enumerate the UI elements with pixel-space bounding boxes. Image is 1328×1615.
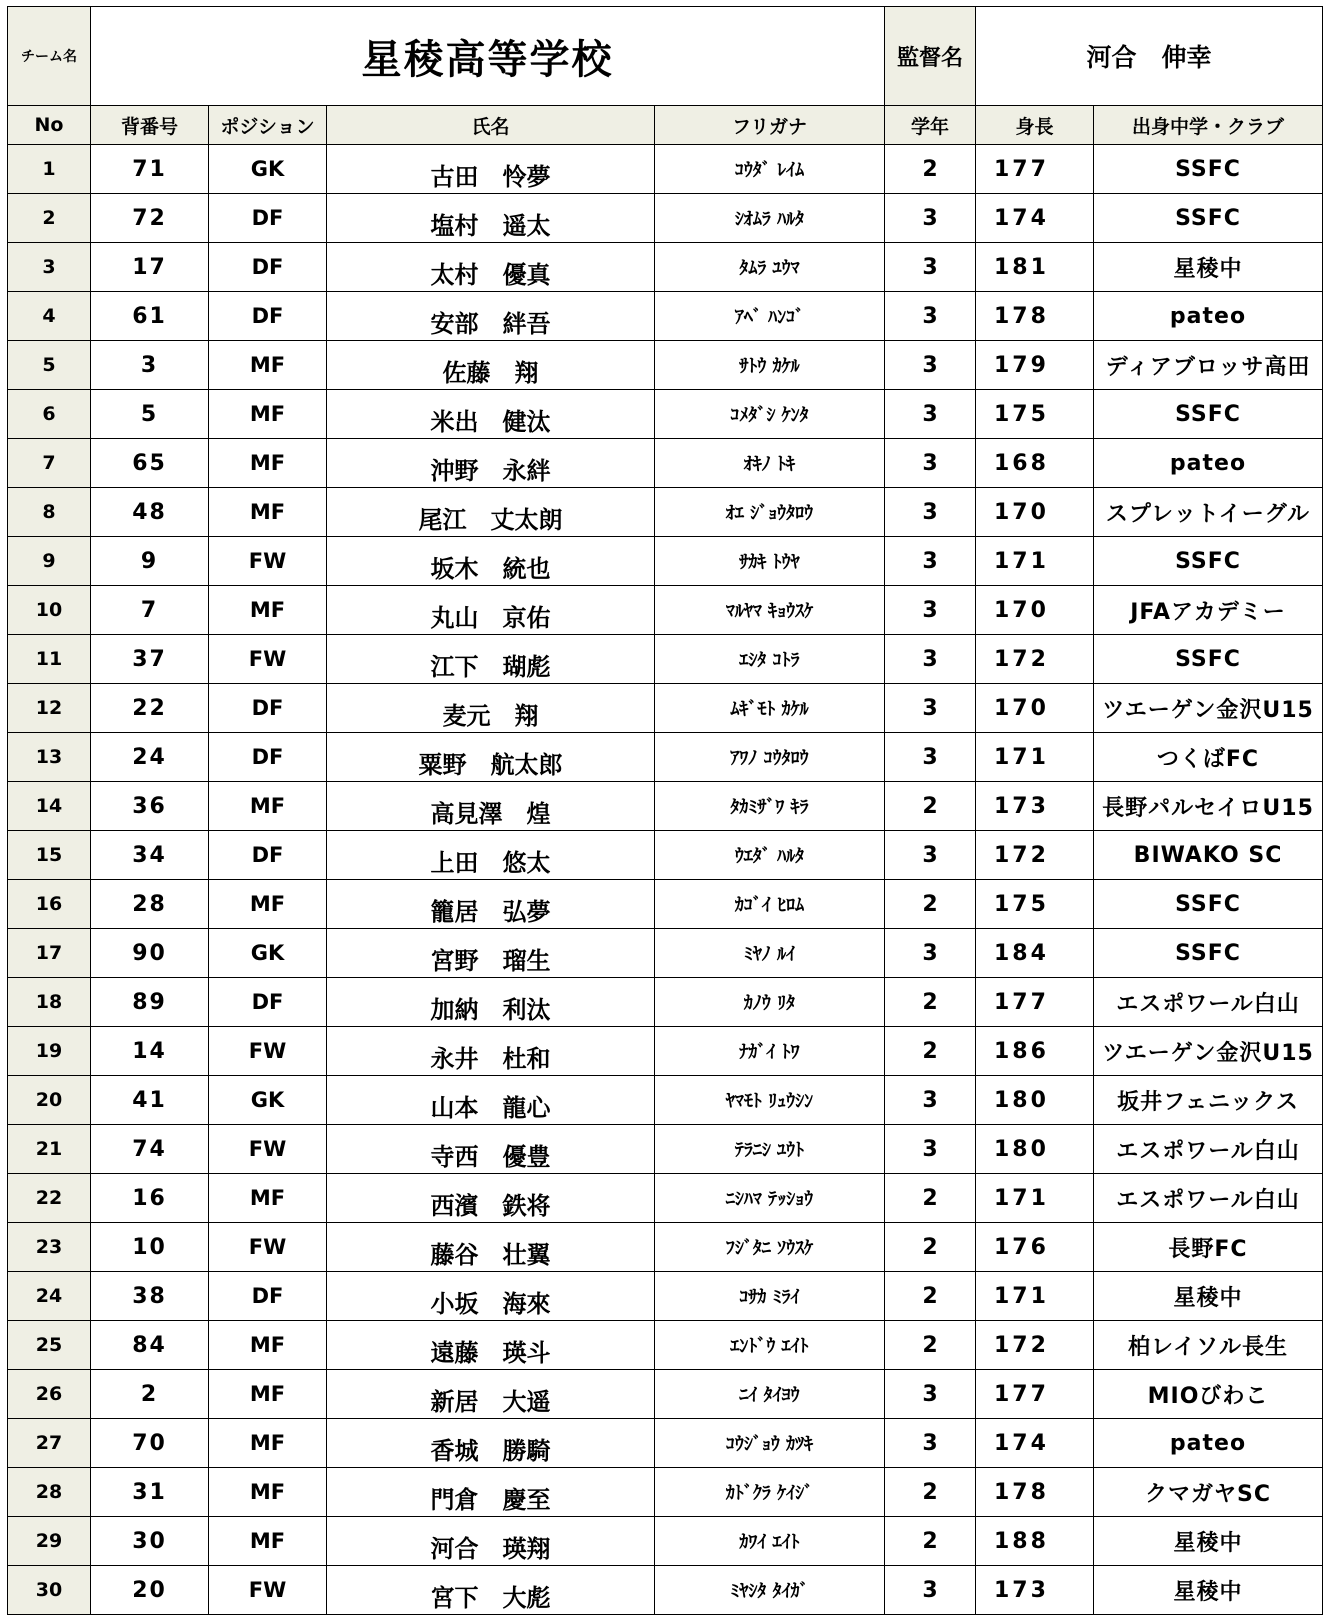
player-club: 長野パルセイロU15: [1094, 782, 1323, 831]
player-kana: ｼｵﾑﾗ ﾊﾙﾀ: [655, 194, 885, 243]
player-no: 16: [8, 880, 91, 929]
col-header-club: 出身中学・クラブ: [1094, 106, 1323, 145]
table-row: [8, 488, 1323, 537]
player-kana: ｵｷﾉ ﾄｷ: [655, 439, 885, 488]
player-club: MIOびわこ: [1094, 1370, 1323, 1419]
table-row: [8, 1419, 1323, 1468]
player-no: 21: [8, 1125, 91, 1174]
player-number: 16: [91, 1174, 209, 1223]
coach-label: 監督名: [885, 7, 976, 106]
player-club: 長野FC: [1094, 1223, 1323, 1272]
table-row: [8, 1566, 1323, 1615]
player-kana: ｳｴﾀﾞ ﾊﾙﾀ: [655, 831, 885, 880]
player-no: 27: [8, 1419, 91, 1468]
table-row: [8, 1272, 1323, 1321]
player-kana: ｶﾄﾞｸﾗ ｹｲｼﾞ: [655, 1468, 885, 1517]
player-grade: 2: [885, 1223, 976, 1272]
player-grade: 3: [885, 1370, 976, 1419]
player-position: DF: [209, 978, 327, 1027]
player-position: GK: [209, 1076, 327, 1125]
player-club: SSFC: [1094, 880, 1323, 929]
school-name: 星稜高等学校: [91, 7, 885, 106]
table-row: [8, 684, 1323, 733]
player-number: 34: [91, 831, 209, 880]
player-club: JFAアカデミー: [1094, 586, 1323, 635]
player-grade: 3: [885, 1419, 976, 1468]
player-position: MF: [209, 341, 327, 390]
player-no: 25: [8, 1321, 91, 1370]
table-row: [8, 635, 1323, 684]
player-number: 31: [91, 1468, 209, 1517]
player-name: 粟野 航太郎: [327, 733, 655, 782]
player-no: 3: [8, 243, 91, 292]
player-kana: ｺｳﾀﾞ ﾚｲﾑ: [655, 145, 885, 194]
player-height: 177: [976, 978, 1094, 1027]
player-no: 22: [8, 1174, 91, 1223]
player-kana: ﾌｼﾞﾀﾆ ｿｳｽｹ: [655, 1223, 885, 1272]
player-position: MF: [209, 1321, 327, 1370]
player-height: 175: [976, 390, 1094, 439]
col-header-grade: 学年: [885, 106, 976, 145]
player-name: 麦元 翔: [327, 684, 655, 733]
table-row: [8, 1076, 1323, 1125]
player-grade: 3: [885, 733, 976, 782]
player-kana: ﾅｶﾞｲ ﾄﾜ: [655, 1027, 885, 1076]
player-grade: 2: [885, 978, 976, 1027]
player-name: 太村 優真: [327, 243, 655, 292]
player-club: ディアブロッサ高田: [1094, 341, 1323, 390]
table-row: [8, 390, 1323, 439]
table-row: [8, 1174, 1323, 1223]
player-club: 星稜中: [1094, 243, 1323, 292]
col-header-kana: フリガナ: [655, 106, 885, 145]
player-name: 永井 杜和: [327, 1027, 655, 1076]
player-grade: 3: [885, 1566, 976, 1615]
player-position: MF: [209, 782, 327, 831]
player-number: 38: [91, 1272, 209, 1321]
player-position: FW: [209, 635, 327, 684]
player-kana: ﾐﾔﾉ ﾙｲ: [655, 929, 885, 978]
player-name: 門倉 慶至: [327, 1468, 655, 1517]
player-kana: ｺｳｼﾞｮｳ ｶﾂｷ: [655, 1419, 885, 1468]
table-row: [8, 1517, 1323, 1566]
player-number: 30: [91, 1517, 209, 1566]
player-height: 171: [976, 537, 1094, 586]
table-row: [8, 929, 1323, 978]
player-position: MF: [209, 1419, 327, 1468]
player-no: 23: [8, 1223, 91, 1272]
player-height: 170: [976, 684, 1094, 733]
player-position: MF: [209, 1468, 327, 1517]
player-height: 171: [976, 733, 1094, 782]
player-no: 12: [8, 684, 91, 733]
player-kana: ﾀｶﾐｻﾞﾜ ｷﾗ: [655, 782, 885, 831]
player-grade: 3: [885, 390, 976, 439]
player-kana: ｴﾝﾄﾞｳ ｴｲﾄ: [655, 1321, 885, 1370]
player-position: MF: [209, 439, 327, 488]
player-club: クマガヤSC: [1094, 1468, 1323, 1517]
player-height: 188: [976, 1517, 1094, 1566]
player-height: 171: [976, 1272, 1094, 1321]
player-grade: 3: [885, 586, 976, 635]
player-height: 186: [976, 1027, 1094, 1076]
player-height: 178: [976, 1468, 1094, 1517]
player-name: 上田 悠太: [327, 831, 655, 880]
player-height: 174: [976, 194, 1094, 243]
player-club: 星稜中: [1094, 1272, 1323, 1321]
player-height: 177: [976, 1370, 1094, 1419]
player-number: 41: [91, 1076, 209, 1125]
table-row: [8, 880, 1323, 929]
player-number: 70: [91, 1419, 209, 1468]
player-grade: 2: [885, 880, 976, 929]
player-position: FW: [209, 1223, 327, 1272]
player-position: FW: [209, 1566, 327, 1615]
player-number: 36: [91, 782, 209, 831]
player-no: 11: [8, 635, 91, 684]
player-name: 香城 勝騎: [327, 1419, 655, 1468]
player-height: 179: [976, 341, 1094, 390]
player-position: FW: [209, 1125, 327, 1174]
player-number: 9: [91, 537, 209, 586]
player-no: 15: [8, 831, 91, 880]
player-name: 沖野 永絆: [327, 439, 655, 488]
player-name: 江下 瑚彪: [327, 635, 655, 684]
player-number: 28: [91, 880, 209, 929]
player-height: 168: [976, 439, 1094, 488]
player-grade: 3: [885, 439, 976, 488]
player-kana: ｴｼﾀ ｺﾄﾗ: [655, 635, 885, 684]
player-number: 22: [91, 684, 209, 733]
player-name: 塩村 遥太: [327, 194, 655, 243]
player-kana: ｻﾄｳ ｶｹﾙ: [655, 341, 885, 390]
player-height: 172: [976, 831, 1094, 880]
player-grade: 3: [885, 194, 976, 243]
player-number: 7: [91, 586, 209, 635]
table-row: [8, 1125, 1323, 1174]
player-height: 170: [976, 488, 1094, 537]
player-name: 高見澤 煌: [327, 782, 655, 831]
player-grade: 2: [885, 1468, 976, 1517]
player-height: 180: [976, 1125, 1094, 1174]
player-position: GK: [209, 929, 327, 978]
player-club: SSFC: [1094, 537, 1323, 586]
player-number: 74: [91, 1125, 209, 1174]
player-club: SSFC: [1094, 390, 1323, 439]
player-club: つくばFC: [1094, 733, 1323, 782]
player-position: GK: [209, 145, 327, 194]
player-kana: ｺﾒﾀﾞｼ ｹﾝﾀ: [655, 390, 885, 439]
col-header-name: 氏名: [327, 106, 655, 145]
roster-table: [7, 6, 1323, 1615]
player-no: 10: [8, 586, 91, 635]
player-club: 柏レイソル長生: [1094, 1321, 1323, 1370]
player-position: DF: [209, 684, 327, 733]
player-number: 71: [91, 145, 209, 194]
player-kana: ﾃﾗﾆｼ ﾕｳﾄ: [655, 1125, 885, 1174]
player-number: 3: [91, 341, 209, 390]
player-position: MF: [209, 390, 327, 439]
table-row: [8, 292, 1323, 341]
player-grade: 3: [885, 831, 976, 880]
player-kana: ｵｴ ｼﾞｮｳﾀﾛｳ: [655, 488, 885, 537]
player-club: エスポワール白山: [1094, 1174, 1323, 1223]
player-name: 宮下 大彪: [327, 1566, 655, 1615]
player-kana: ﾑｷﾞﾓﾄ ｶｹﾙ: [655, 684, 885, 733]
player-position: DF: [209, 292, 327, 341]
player-position: MF: [209, 1370, 327, 1419]
col-header-number: 背番号: [91, 106, 209, 145]
table-row: [8, 1321, 1323, 1370]
player-no: 5: [8, 341, 91, 390]
column-header-row: [8, 106, 1323, 145]
player-grade: 3: [885, 488, 976, 537]
table-row: [8, 1223, 1323, 1272]
table-row: [8, 537, 1323, 586]
player-height: 173: [976, 1566, 1094, 1615]
table-row: [8, 194, 1323, 243]
player-name: 新居 大遥: [327, 1370, 655, 1419]
player-number: 5: [91, 390, 209, 439]
player-number: 90: [91, 929, 209, 978]
player-grade: 3: [885, 243, 976, 292]
player-no: 7: [8, 439, 91, 488]
player-name: 加納 利汰: [327, 978, 655, 1027]
col-header-height: 身長: [976, 106, 1094, 145]
player-no: 6: [8, 390, 91, 439]
player-grade: 3: [885, 635, 976, 684]
player-kana: ｻｶｷ ﾄｳﾔ: [655, 537, 885, 586]
player-no: 1: [8, 145, 91, 194]
player-name: 籠居 弘夢: [327, 880, 655, 929]
player-no: 9: [8, 537, 91, 586]
player-grade: 2: [885, 1321, 976, 1370]
table-row: [8, 243, 1323, 292]
table-row: [8, 586, 1323, 635]
player-grade: 2: [885, 1174, 976, 1223]
player-kana: ﾔﾏﾓﾄ ﾘｭｳｼﾝ: [655, 1076, 885, 1125]
player-grade: 3: [885, 1125, 976, 1174]
player-club: SSFC: [1094, 194, 1323, 243]
player-name: 寺西 優豊: [327, 1125, 655, 1174]
team-name-label: チーム名: [8, 7, 91, 106]
table-row: [8, 1370, 1323, 1419]
player-height: 184: [976, 929, 1094, 978]
player-number: 89: [91, 978, 209, 1027]
player-club: BIWAKO SC: [1094, 831, 1323, 880]
table-row: [8, 439, 1323, 488]
player-position: MF: [209, 1174, 327, 1223]
player-no: 8: [8, 488, 91, 537]
player-number: 65: [91, 439, 209, 488]
player-name: 坂木 統也: [327, 537, 655, 586]
player-position: MF: [209, 488, 327, 537]
player-kana: ﾏﾙﾔﾏ ｷｮｳｽｹ: [655, 586, 885, 635]
player-kana: ｱﾜﾉ ｺｳﾀﾛｳ: [655, 733, 885, 782]
player-height: 176: [976, 1223, 1094, 1272]
player-no: 26: [8, 1370, 91, 1419]
table-row: [8, 978, 1323, 1027]
player-club: 星稜中: [1094, 1566, 1323, 1615]
team-header-row: [8, 7, 1323, 106]
player-no: 20: [8, 1076, 91, 1125]
player-height: 172: [976, 635, 1094, 684]
player-kana: ｱﾍﾞ ﾊﾝｺﾞ: [655, 292, 885, 341]
table-row: [8, 145, 1323, 194]
player-no: 28: [8, 1468, 91, 1517]
player-grade: 2: [885, 782, 976, 831]
table-row: [8, 1468, 1323, 1517]
player-number: 24: [91, 733, 209, 782]
player-grade: 3: [885, 929, 976, 978]
player-height: 181: [976, 243, 1094, 292]
table-row: [8, 733, 1323, 782]
player-height: 170: [976, 586, 1094, 635]
player-kana: ｶﾜｲ ｴｲﾄ: [655, 1517, 885, 1566]
player-no: 29: [8, 1517, 91, 1566]
player-club: ツエーゲン金沢U15: [1094, 684, 1323, 733]
player-kana: ｶｺﾞｲ ﾋﾛﾑ: [655, 880, 885, 929]
player-grade: 3: [885, 684, 976, 733]
player-no: 24: [8, 1272, 91, 1321]
player-grade: 3: [885, 1076, 976, 1125]
player-club: 星稜中: [1094, 1517, 1323, 1566]
player-position: DF: [209, 1272, 327, 1321]
player-name: 佐藤 翔: [327, 341, 655, 390]
player-number: 20: [91, 1566, 209, 1615]
player-position: DF: [209, 194, 327, 243]
player-height: 180: [976, 1076, 1094, 1125]
table-row: [8, 831, 1323, 880]
player-position: MF: [209, 880, 327, 929]
player-number: 17: [91, 243, 209, 292]
player-name: 宮野 瑠生: [327, 929, 655, 978]
player-club: pateo: [1094, 439, 1323, 488]
player-number: 48: [91, 488, 209, 537]
player-name: 西濱 鉄将: [327, 1174, 655, 1223]
player-kana: ﾐﾔｼﾀ ﾀｲｶﾞ: [655, 1566, 885, 1615]
player-height: 174: [976, 1419, 1094, 1468]
player-club: エスポワール白山: [1094, 1125, 1323, 1174]
player-number: 84: [91, 1321, 209, 1370]
player-kana: ﾆｲ ﾀｲﾖｳ: [655, 1370, 885, 1419]
player-kana: ﾆｼﾊﾏ ﾃｯｼｮｳ: [655, 1174, 885, 1223]
player-club: SSFC: [1094, 635, 1323, 684]
player-position: MF: [209, 586, 327, 635]
player-height: 172: [976, 1321, 1094, 1370]
player-height: 177: [976, 145, 1094, 194]
player-number: 72: [91, 194, 209, 243]
player-position: MF: [209, 1517, 327, 1566]
player-kana: ﾀﾑﾗ ﾕｳﾏ: [655, 243, 885, 292]
player-name: 安部 絆吾: [327, 292, 655, 341]
player-grade: 3: [885, 341, 976, 390]
coach-name: 河合 伸幸: [976, 7, 1323, 106]
player-height: 175: [976, 880, 1094, 929]
player-number: 10: [91, 1223, 209, 1272]
player-position: DF: [209, 733, 327, 782]
player-grade: 2: [885, 1517, 976, 1566]
player-name: 古田 怜夢: [327, 145, 655, 194]
player-no: 17: [8, 929, 91, 978]
player-number: 2: [91, 1370, 209, 1419]
col-header-position: ポジション: [209, 106, 327, 145]
player-position: DF: [209, 831, 327, 880]
player-height: 173: [976, 782, 1094, 831]
col-header-no: No: [8, 106, 91, 145]
player-position: FW: [209, 537, 327, 586]
player-club: pateo: [1094, 1419, 1323, 1468]
player-name: 丸山 京佑: [327, 586, 655, 635]
player-no: 18: [8, 978, 91, 1027]
player-name: 小坂 海來: [327, 1272, 655, 1321]
table-row: [8, 1027, 1323, 1076]
player-club: SSFC: [1094, 929, 1323, 978]
player-no: 13: [8, 733, 91, 782]
player-number: 14: [91, 1027, 209, 1076]
player-position: DF: [209, 243, 327, 292]
player-name: 尾江 丈太朗: [327, 488, 655, 537]
player-kana: ｺｻｶ ﾐﾗｲ: [655, 1272, 885, 1321]
player-name: 米出 健汰: [327, 390, 655, 439]
player-number: 61: [91, 292, 209, 341]
player-name: 山本 龍心: [327, 1076, 655, 1125]
table-row: [8, 782, 1323, 831]
player-position: FW: [209, 1027, 327, 1076]
player-no: 30: [8, 1566, 91, 1615]
player-club: 坂井フェニックス: [1094, 1076, 1323, 1125]
player-name: 河合 瑛翔: [327, 1517, 655, 1566]
player-club: エスポワール白山: [1094, 978, 1323, 1027]
player-grade: 3: [885, 537, 976, 586]
player-grade: 3: [885, 292, 976, 341]
player-club: スプレットイーグル: [1094, 488, 1323, 537]
player-grade: 2: [885, 145, 976, 194]
player-club: pateo: [1094, 292, 1323, 341]
player-name: 遠藤 瑛斗: [327, 1321, 655, 1370]
player-no: 19: [8, 1027, 91, 1076]
player-grade: 2: [885, 1027, 976, 1076]
player-kana: ｶﾉｳ ﾘﾀ: [655, 978, 885, 1027]
player-club: ツエーゲン金沢U15: [1094, 1027, 1323, 1076]
player-number: 37: [91, 635, 209, 684]
player-no: 4: [8, 292, 91, 341]
player-no: 14: [8, 782, 91, 831]
player-no: 2: [8, 194, 91, 243]
player-grade: 2: [885, 1272, 976, 1321]
player-height: 178: [976, 292, 1094, 341]
player-name: 藤谷 壮翼: [327, 1223, 655, 1272]
table-row: [8, 341, 1323, 390]
player-club: SSFC: [1094, 145, 1323, 194]
player-height: 171: [976, 1174, 1094, 1223]
